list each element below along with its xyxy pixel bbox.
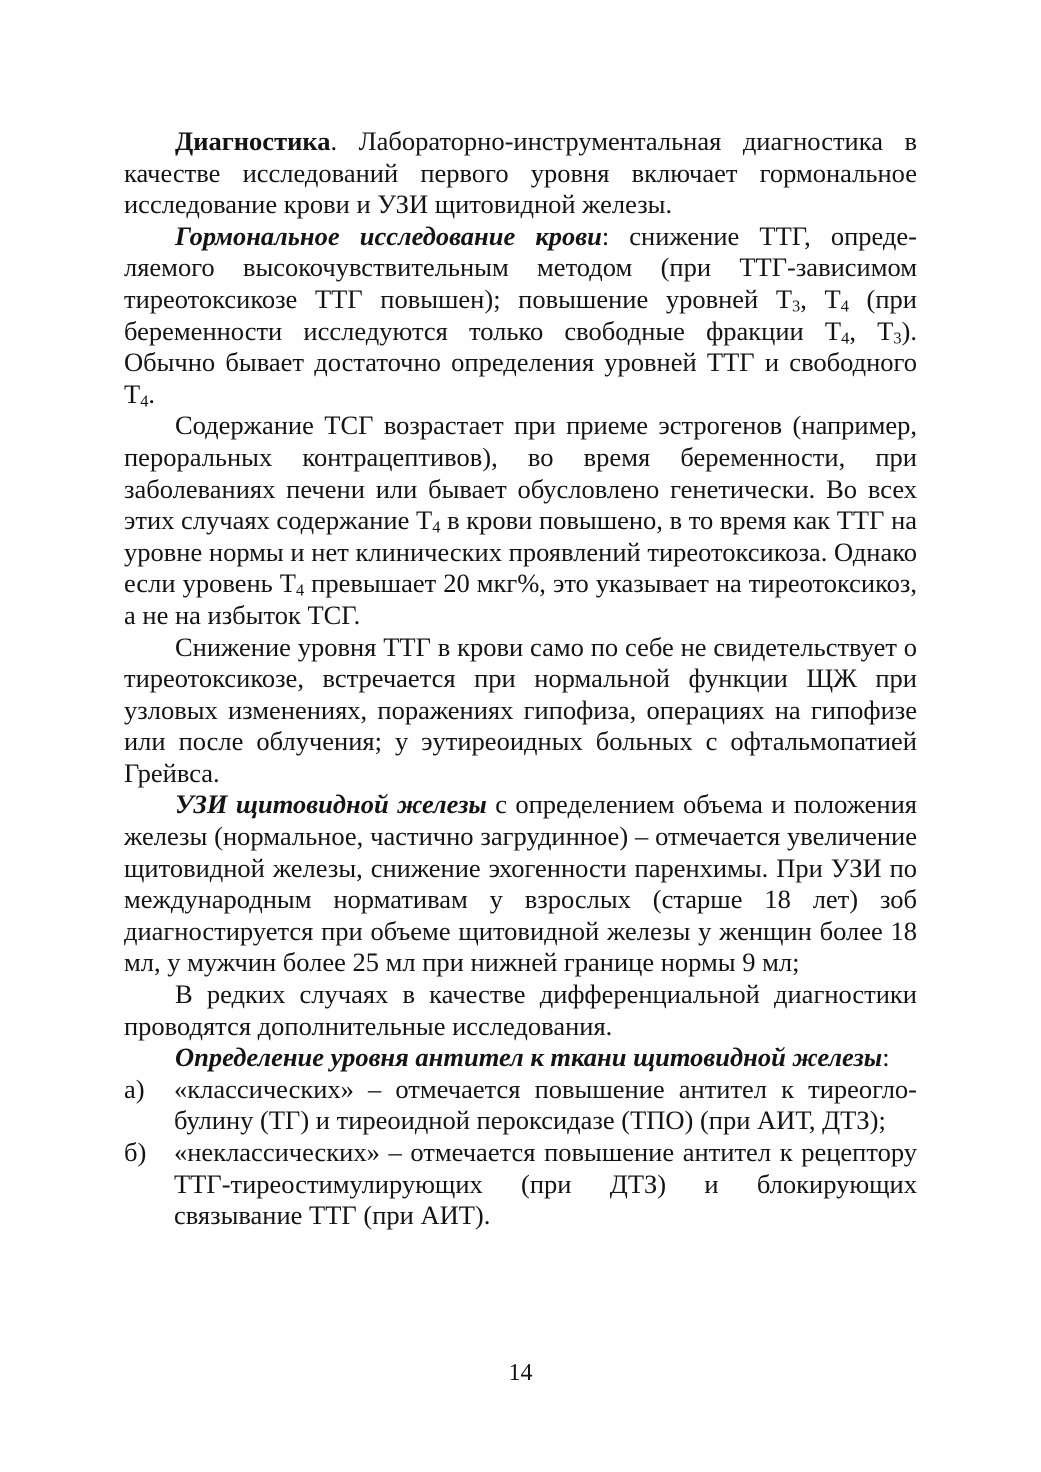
- heading-hormonal-blood-test: Гормональное исследование крови: [175, 220, 602, 251]
- paragraph-antibodies: Определение уровня антител к ткани щитовидной железы:: [175, 1042, 890, 1073]
- list-marker: а): [124, 1073, 145, 1104]
- paragraph-diagnostics: Диагностика. Лабораторно-инструментальная диагностика в качестве исследований первого уровня включает гормональное исследование крови и УЗИ щитовидной железы.: [124, 126, 917, 220]
- heading-ultrasound: УЗИ щитовидной железы: [175, 789, 487, 820]
- paragraph-tsg-content: Содержание ТСГ возрастает при приеме эстрогенов (например, пероральных контрацептивов), во время беременности, при заболеваниях печени или бывает обусловлено генетически. Во всех этих случаях содержание $Т_4$ в крови повышено, в то время как ТТГ на уровне нормы и нет клинических проявлений тиреотоксикоза. Однако если уровень $Т_4$ превышает 20 мкг%, это указывает на тиреотоксикоз, а не на избыток ТСГ.: [124, 410, 918, 630]
- antibody-list: [124, 1074, 917, 1232]
- paragraph-ttg-decrease: Снижение уровня ТТГ в крови само по себе не свидетельствует о тиреотоксикозе, встречается при нормальной функции ЩЖ при узловых изменениях, поражениях гипофиза, операциях на гипофизе или после облучения; у эутиреоидных больных с офтальмопатией Грейвса.: [124, 631, 917, 788]
- body-text: [124, 126, 917, 1232]
- heading-antibodies: Определение уровня антител к ткани щитовидной железы: [175, 1042, 883, 1073]
- list-item: а) «классических» – отмечается повышение антител к тиреоглобулину (ТГ) и тиреоидной пероксидазе (ТПО) (при АИТ, ДТЗ);: [124, 1073, 917, 1136]
- paragraph-additional-studies: В редких случаях в качестве дифференциальной диагностики проводятся дополнительные исследования.: [124, 979, 917, 1041]
- heading-diagnostics: Диагностика: [175, 126, 331, 156]
- page-number: 14: [508, 1360, 533, 1386]
- list-marker: б): [124, 1137, 147, 1167]
- paragraph-hormonal-blood-test: Гормональное исследование крови: снижение ТТГ, определяемого высокочувствительным методом (при ТТГ-зависимом тиреотоксикозе ТТГ повышен); повышение уровней $Т_3$, $Т_4$ (при беременности исследуются только свободные фракции $Т_4$, $Т_3$). Обычно бывает достаточно определения уровней ТТГ и свободного $Т_4$.: [124, 220, 917, 411]
- paragraph-ultrasound: УЗИ щитовидной железы с определением объема и положения железы (нормальное, частично загрудинное) – отмечается увеличение щитовидной железы, снижение эхогенности паренхимы. При УЗИ по международным нормативам у взрослых (старше 18 лет) зоб диагностируется при объеме щитовидной железы у женщин более 18 мл, у мужчин более 25 мл при нижней границе нормы 9 мл;: [124, 789, 917, 978]
- list-item: б) «неклассических» – отмечается повышение антител к рецептору ТТГ-тиреостимулирующих (при ДТЗ) и блокирующих связывание ТТГ (при АИТ).: [124, 1137, 917, 1231]
